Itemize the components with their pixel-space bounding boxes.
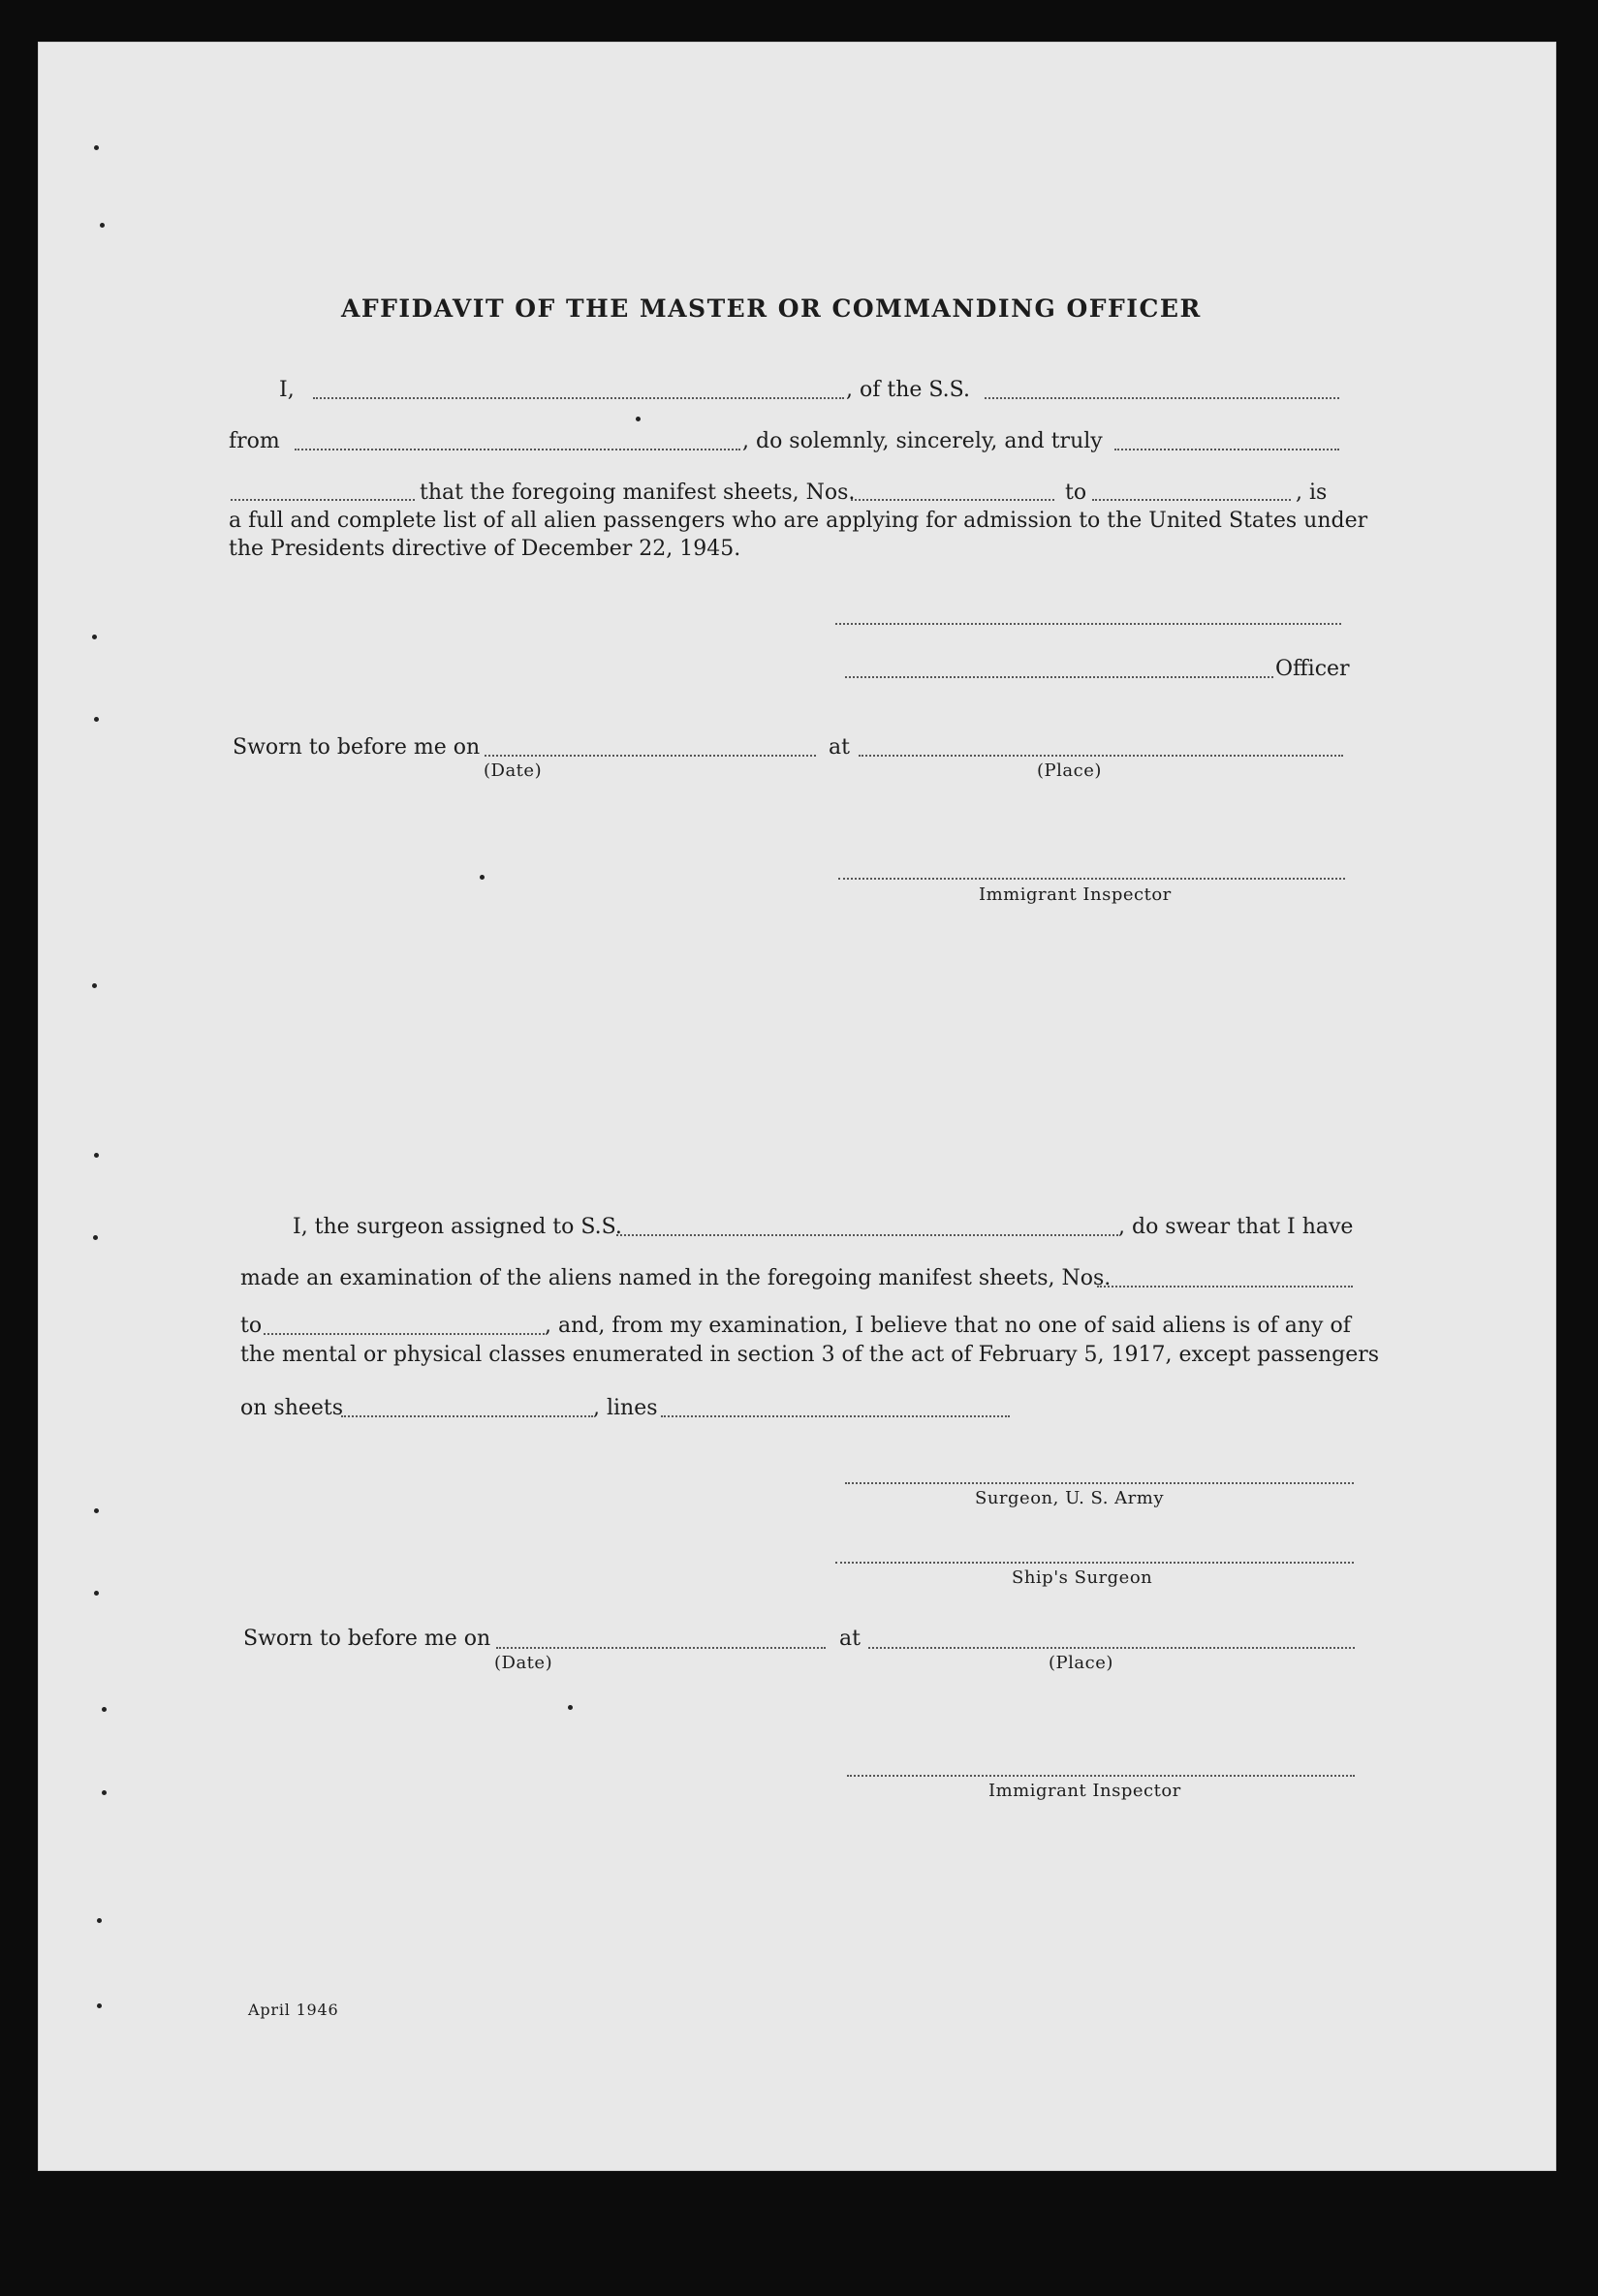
master-line2-oath: , do solemnly, sincerely, and truly [742, 429, 1103, 453]
master-line2-from: from [229, 429, 280, 453]
master-sworn-date-field[interactable] [485, 755, 816, 757]
scan-speck [93, 1235, 98, 1240]
scan-speck [94, 145, 99, 150]
form-page [39, 43, 1555, 2170]
ship-name-field[interactable] [985, 397, 1339, 399]
master-sworn-place-field[interactable] [859, 755, 1343, 757]
scan-speck [97, 1918, 102, 1923]
scan-speck [94, 717, 99, 722]
surgeon-line2: made an examination of the aliens named in the foregoing manifest sheets, Nos. [240, 1266, 1112, 1290]
master-line1-ship: , of the S.S. [846, 378, 970, 402]
surgeon-line3-b: , and, from my examination, I believe that no one of said aliens is of any of [545, 1314, 1351, 1338]
sheet-no-to-field[interactable] [1092, 499, 1291, 501]
scan-speck [102, 1790, 107, 1795]
scan-speck [94, 1153, 99, 1158]
army-surgeon-label: Surgeon, U. S. Army [975, 1488, 1165, 1508]
surgeon-sheet-to-field[interactable] [264, 1333, 545, 1335]
exception-lines-field[interactable] [661, 1415, 1010, 1417]
surgeon-sworn-place-field[interactable] [868, 1647, 1355, 1649]
form-date-footer: April 1946 [248, 2001, 339, 2019]
surgeon-line4: the mental or physical classes enumerated in section 3 of the act of February 5, 1917, except passengers [240, 1343, 1380, 1367]
scan-speck [94, 1508, 99, 1513]
surgeon-sheet-from-field[interactable] [1097, 1286, 1353, 1288]
exception-sheets-field[interactable] [341, 1415, 593, 1417]
surgeon-place-caption: (Place) [1049, 1653, 1113, 1673]
master-at-label: at [829, 735, 850, 760]
master-line1-prefix: I, [279, 378, 295, 402]
surgeon-sworn-date-field[interactable] [496, 1647, 826, 1649]
scan-speck [636, 417, 641, 421]
master-inspector-signature-field[interactable] [838, 878, 1345, 880]
ship-surgeon-label: Ship's Surgeon [1012, 1567, 1153, 1588]
surgeon-date-caption: (Date) [494, 1653, 553, 1673]
scan-speck [568, 1705, 573, 1710]
scan-speck [94, 1591, 99, 1596]
surgeon-ship-field[interactable] [616, 1234, 1118, 1236]
surgeon-sworn-label: Sworn to before me on [243, 1627, 491, 1651]
master-place-caption: (Place) [1037, 760, 1102, 781]
scan-speck [92, 983, 97, 988]
scan-speck [100, 223, 105, 228]
master-line3-a: that the foregoing manifest sheets, Nos. [420, 481, 856, 505]
sheet-no-from-field[interactable] [851, 499, 1054, 501]
surgeon-line3-to: to [240, 1314, 263, 1338]
scan-speck [97, 2003, 102, 2008]
master-line3-is: , is [1296, 481, 1328, 505]
oath-verb-field[interactable] [1114, 449, 1339, 450]
surgeon-at-label: at [839, 1627, 861, 1651]
scan-speck [102, 1707, 107, 1712]
master-date-caption: (Date) [484, 760, 543, 781]
surgeon-line1-b: , do swear that I have [1118, 1215, 1354, 1239]
officer-label: Officer [1275, 657, 1350, 681]
surgeon-line5-a: on sheets [240, 1396, 344, 1420]
scan-speck [480, 875, 485, 880]
surgeon-inspector-label: Immigrant Inspector [988, 1781, 1181, 1801]
ship-surgeon-signature-field[interactable] [835, 1562, 1354, 1564]
army-surgeon-signature-field[interactable] [845, 1482, 1354, 1484]
officer-signature-field[interactable] [845, 676, 1273, 678]
form-title: AFFIDAVIT OF THE MASTER OR COMMANDING OFFICER [341, 295, 1202, 323]
surgeon-inspector-signature-field[interactable] [847, 1775, 1355, 1777]
oath-verb-field-cont[interactable] [231, 499, 415, 501]
master-sworn-label: Sworn to before me on [233, 735, 481, 760]
surgeon-line5-b: , lines [593, 1396, 658, 1420]
master-line3-to: to [1065, 481, 1087, 505]
master-name-field[interactable] [313, 397, 844, 399]
master-line4: a full and complete list of all alien passengers who are applying for admission to the United States under [229, 509, 1368, 533]
surgeon-line1-a: I, the surgeon assigned to S.S. [293, 1215, 622, 1239]
master-inspector-label: Immigrant Inspector [979, 884, 1172, 905]
from-port-field[interactable] [295, 449, 740, 450]
master-line5: the Presidents directive of December 22, 1945. [229, 537, 741, 561]
master-signature-field[interactable] [835, 623, 1341, 625]
scan-speck [92, 635, 97, 639]
